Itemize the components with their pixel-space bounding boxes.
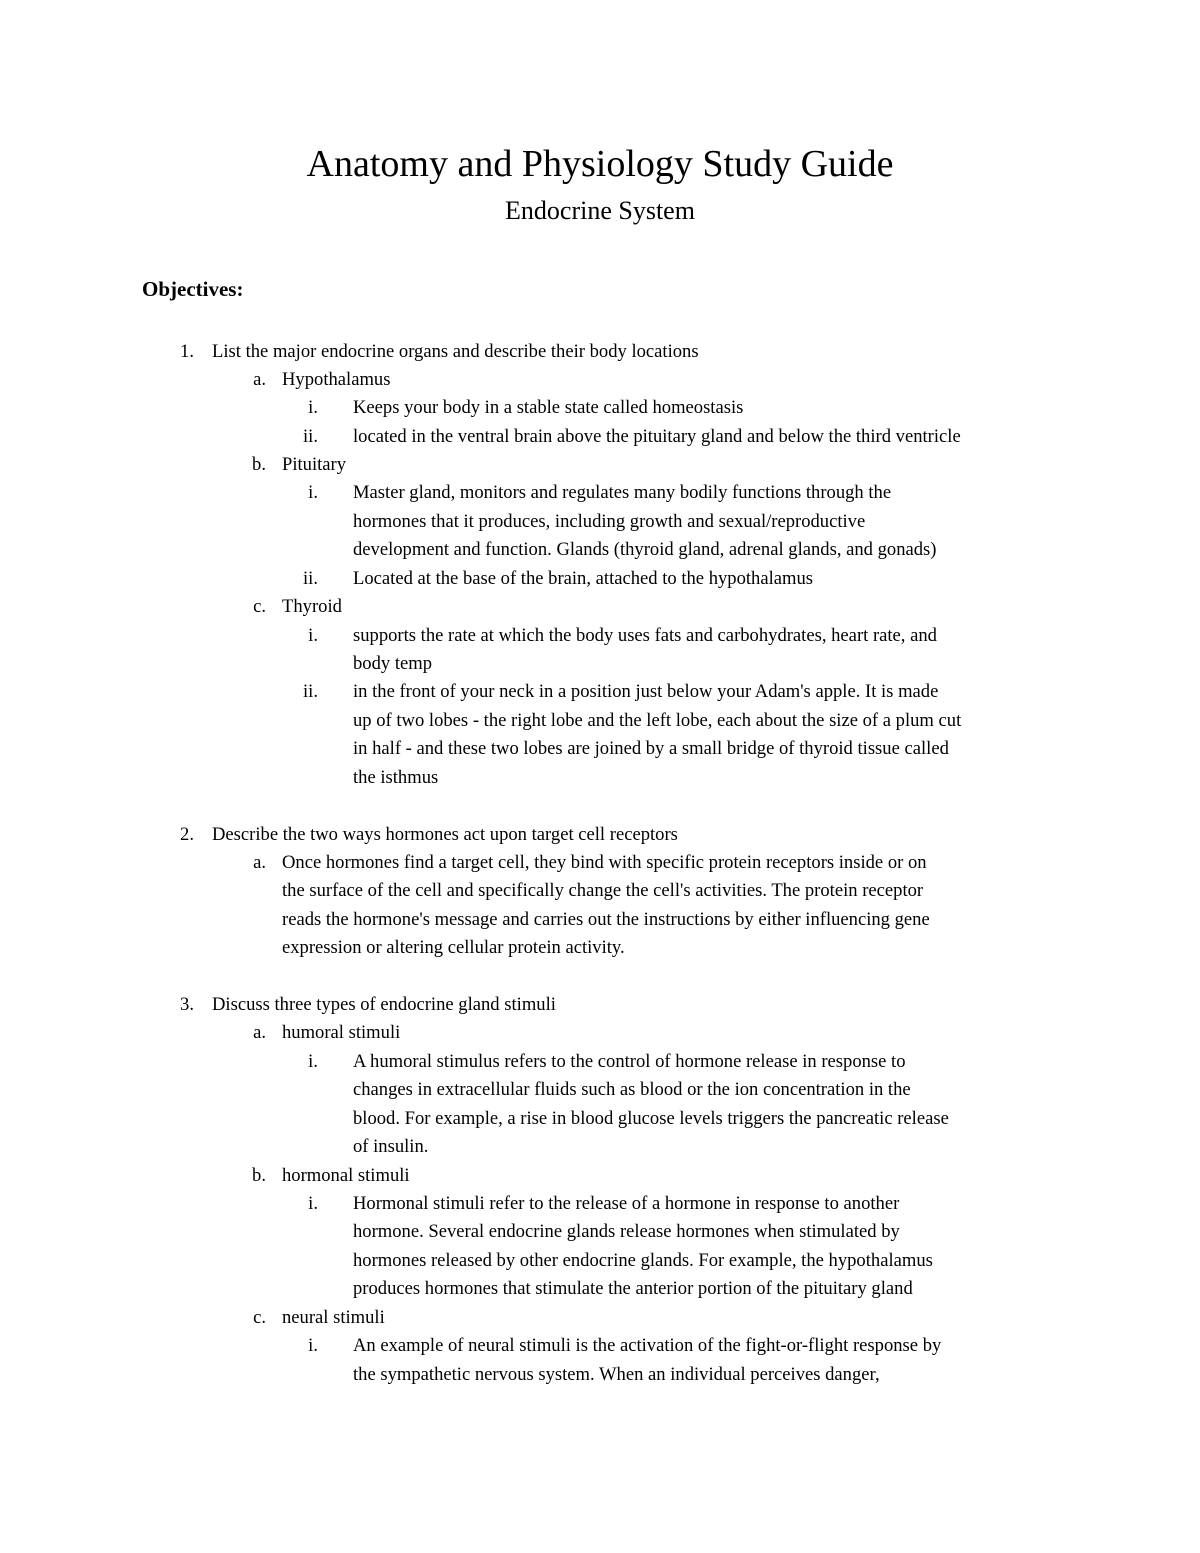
point-line: hormones that it produces, including growth and sexual/reproductive (353, 511, 866, 532)
point-line: in half - and these two lobes are joined by a small bridge of thyroid tissue called (353, 738, 949, 759)
list-marker: i. (308, 1193, 318, 1214)
list-marker: i. (308, 482, 318, 503)
sub-item-line: Once hormones find a target cell, they bind with specific protein receptors inside or on (282, 852, 927, 873)
list-marker: c. (253, 1307, 266, 1328)
objective-3-text: Discuss three types of endocrine gland stimuli (212, 994, 556, 1015)
list-marker: a. (253, 369, 266, 390)
sub-item-humoral: humoral stimuli (282, 1022, 401, 1043)
list-marker: ii. (303, 681, 318, 702)
sub-item-line: reads the hormone's message and carries out the instructions by either influencing gene (282, 909, 930, 930)
list-marker: 2. (180, 824, 194, 845)
point-line: produces hormones that stimulate the anterior portion of the pituitary gland (353, 1278, 913, 1299)
point-line: supports the rate at which the body uses fats and carbohydrates, heart rate, and (353, 625, 937, 646)
list-marker: i. (308, 1051, 318, 1072)
point-line: Hormonal stimuli refer to the release of a hormone in response to another (353, 1193, 900, 1214)
list-marker: ii. (303, 426, 318, 447)
sub-item-line: expression or altering cellular protein activity. (282, 937, 625, 958)
objective-2-text: Describe the two ways hormones act upon target cell receptors (212, 824, 678, 845)
point-line: located in the ventral brain above the pituitary gland and below the third ventricle (353, 426, 961, 447)
objective-1-text: List the major endocrine organs and describe their body locations (212, 341, 699, 362)
list-marker: ii. (303, 568, 318, 589)
list-marker: i. (308, 397, 318, 418)
point-line: changes in extracellular fluids such as blood or the ion concentration in the (353, 1079, 911, 1100)
point-line: A humoral stimulus refers to the control of hormone release in response to (353, 1051, 906, 1072)
point-line: hormones released by other endocrine glands. For example, the hypothalamus (353, 1250, 933, 1271)
list-marker: b. (252, 1165, 266, 1186)
sub-item-thyroid: Thyroid (282, 596, 342, 617)
point-line: hormone. Several endocrine glands release hormones when stimulated by (353, 1221, 900, 1242)
point-line: Located at the base of the brain, attached to the hypothalamus (353, 568, 814, 589)
point-line: up of two lobes - the right lobe and the left lobe, each about the size of a plum cut (353, 710, 962, 731)
sub-item-hypothalamus: Hypothalamus (282, 369, 391, 390)
sub-item-pituitary: Pituitary (282, 454, 347, 475)
point-line: Master gland, monitors and regulates many bodily functions through the (353, 482, 892, 503)
list-marker: b. (252, 454, 266, 475)
document-title: Anatomy and Physiology Study Guide (306, 143, 894, 185)
point-line: the sympathetic nervous system. When an individual perceives danger, (353, 1364, 880, 1385)
list-marker: i. (308, 625, 318, 646)
list-marker: a. (253, 852, 266, 873)
list-marker: 1. (180, 341, 194, 362)
point-line: the isthmus (353, 767, 439, 788)
document-subtitle: Endocrine System (505, 196, 695, 225)
list-marker: 3. (180, 994, 194, 1015)
point-line: Keeps your body in a stable state called homeostasis (353, 397, 744, 418)
point-line: in the front of your neck in a position just below your Adam's apple. It is made (353, 681, 939, 702)
list-marker: i. (308, 1335, 318, 1356)
point-line: body temp (353, 653, 433, 674)
point-line: of insulin. (353, 1136, 429, 1157)
sub-item-line: the surface of the cell and specifically change the cell's activities. The protein receptor (282, 880, 924, 901)
sub-item-neural: neural stimuli (282, 1307, 385, 1328)
objectives-heading: Objectives: (142, 277, 244, 301)
list-marker: a. (253, 1022, 266, 1043)
sub-item-hormonal: hormonal stimuli (282, 1165, 410, 1186)
point-line: development and function. Glands (thyroid gland, adrenal glands, and gonads) (353, 539, 937, 560)
point-line: An example of neural stimuli is the activation of the fight-or-flight response by (353, 1335, 942, 1356)
list-marker: c. (253, 596, 266, 617)
point-line: blood. For example, a rise in blood glucose levels triggers the pancreatic release (353, 1108, 949, 1129)
